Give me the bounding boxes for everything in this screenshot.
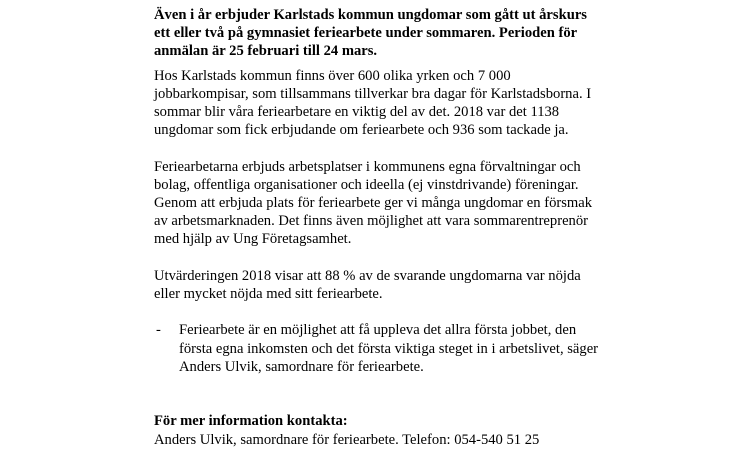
paragraph-spacer <box>154 303 624 321</box>
paragraph-line: bolag, offentliga organisationer och ideella (ej vinstdrivande) föreningar. <box>154 176 579 193</box>
intro-line: anmälan är 25 februari till 24 mars. <box>154 43 378 60</box>
intro-line: ett eller två på gymnasiet feriearbete under sommaren. Perioden för <box>154 25 578 42</box>
quote-line: Anders Ulvik, samordnare för feriearbete. <box>179 358 424 375</box>
document-page <box>154 6 624 449</box>
paragraph-line: eller mycket nöjda med sitt feriearbete. <box>154 286 383 303</box>
paragraph-line: sommar blir våra feriearbetare en viktig del av det. 2018 var det 1138 <box>154 104 560 121</box>
body-paragraph-3 <box>154 267 624 303</box>
paragraph-line: Utvärderingen 2018 visar att 88 % av de svarande ungdomarna var nöjda <box>154 267 581 284</box>
paragraph-spacer <box>154 376 624 394</box>
contact-line: Anders Ulvik, samordnare för feriearbete. Telefon: 054-540 51 25 <box>154 431 540 448</box>
quote-line: Feriearbete är en möjlighet att få uppleva det allra första jobbet, den <box>179 322 577 339</box>
intro-paragraph <box>154 6 624 61</box>
paragraph-line: Feriearbetarna erbjuds arbetsplatser i kommunens egna förvaltningar och <box>154 158 581 175</box>
paragraph-line: med hjälp av Ung Företagsamhet. <box>154 231 352 248</box>
body-paragraph-1 <box>154 67 624 140</box>
paragraph-spacer <box>154 139 624 157</box>
contact-section <box>154 412 624 448</box>
contact-heading: För mer information kontakta: <box>154 413 348 430</box>
dash-bullet: - <box>156 322 161 339</box>
paragraph-line: Genom att erbjuda plats för feriearbete ger vi många ungdomar en försmak <box>154 195 593 212</box>
paragraph-spacer <box>154 249 624 267</box>
paragraph-line: Hos Karlstads kommun finns över 600 olika yrken och 7 000 <box>154 67 511 84</box>
quote-bullet <box>154 321 624 376</box>
paragraph-line: av arbetsmarknaden. Det finns även möjlighet att vara sommarentreprenör <box>154 213 589 230</box>
paragraph-spacer <box>154 394 624 412</box>
intro-line: Även i år erbjuder Karlstads kommun ungdomar som gått ut årskurs <box>154 7 587 23</box>
body-paragraph-2 <box>154 158 624 249</box>
paragraph-line: jobbarkompisar, som tillsammans tillverkar bra dagar för Karlstadsborna. I <box>154 85 592 102</box>
quote-line: första egna inkomsten och det första viktiga steget in i arbetslivet, säger <box>179 340 599 357</box>
paragraph-line: ungdomar som fick erbjudande om feriearbete och 936 som tackade ja. <box>154 122 569 139</box>
